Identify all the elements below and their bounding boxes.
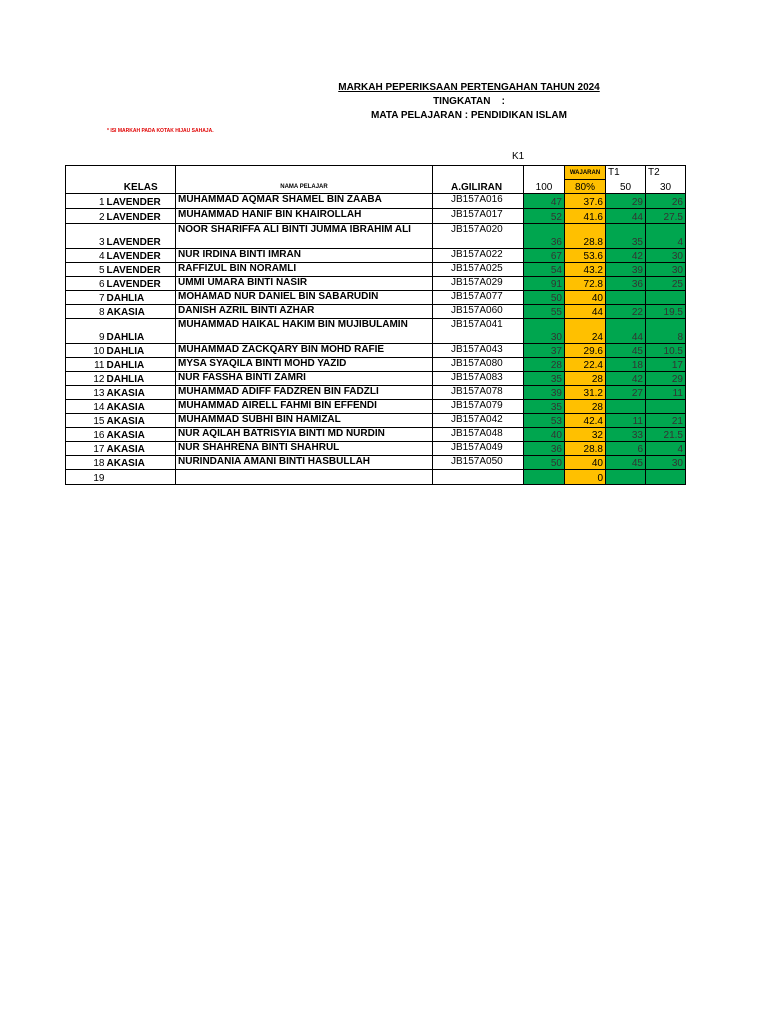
k1-mark-cell[interactable]: 39 <box>524 386 565 400</box>
nama-header: NAMA PELAJAR <box>176 180 433 194</box>
t1-mark-cell[interactable]: 11 <box>606 414 646 428</box>
k1-mark-cell[interactable]: 28 <box>524 358 565 372</box>
t2-mark-cell[interactable]: 21.5 <box>646 428 686 442</box>
subject-label: MATA PELAJARAN : PENDIDIKAN ISLAM <box>371 110 567 121</box>
table-row <box>66 358 686 372</box>
t1-mark-cell[interactable]: 33 <box>606 428 646 442</box>
nama-cell: MYSA SYAQILA BINTI MOHD YAZID <box>176 358 433 372</box>
k1-mark-cell[interactable]: 36 <box>524 442 565 456</box>
table-row <box>66 456 686 470</box>
row-number: 15 <box>66 414 107 428</box>
table-row <box>66 442 686 456</box>
table-row <box>66 372 686 386</box>
nama-cell: RAFFIZUL BIN NORAMLI <box>176 263 433 277</box>
giliran-cell: JB157A041 <box>433 319 524 344</box>
giliran-cell: JB157A050 <box>433 456 524 470</box>
sheet-title: MARKAH PEPERIKSAAN PERTENGAHAN TAHUN 2024 <box>338 82 600 93</box>
t1-header: T1 <box>606 166 646 180</box>
giliran-cell: JB157A049 <box>433 442 524 456</box>
t2-mark-cell[interactable] <box>646 400 686 414</box>
table-row <box>66 249 686 263</box>
nama-cell: NUR SHAHRENA BINTI SHAHRUL <box>176 442 433 456</box>
wajaran-cell: 41.6 <box>565 209 606 224</box>
t2-max: 30 <box>646 180 686 194</box>
table-row <box>66 400 686 414</box>
giliran-cell: JB157A025 <box>433 263 524 277</box>
nama-cell: MUHAMMAD HAIKAL HAKIM BIN MUJIBULAMIN <box>176 319 433 344</box>
giliran-cell: JB157A043 <box>433 344 524 358</box>
header-row-top <box>66 166 686 180</box>
kelas-cell: AKASIA <box>107 386 176 400</box>
table-row <box>66 224 686 249</box>
t1-mark-cell[interactable]: 29 <box>606 194 646 209</box>
table-row <box>66 305 686 319</box>
t1-mark-cell[interactable]: 6 <box>606 442 646 456</box>
instruction-note: * ISI MARKAH PADA KOTAK HIJAU SAHAJA. <box>107 128 214 134</box>
nama-cell <box>176 470 433 485</box>
k1-mark-cell[interactable]: 40 <box>524 428 565 442</box>
wajaran-cell: 37.6 <box>565 194 606 209</box>
nama-cell: MUHAMMAD SUBHI BIN HAMIZAL <box>176 414 433 428</box>
wajaran-cell: 40 <box>565 456 606 470</box>
table-row <box>66 428 686 442</box>
k1-mark-cell[interactable]: 30 <box>524 319 565 344</box>
nama-cell: UMMI UMARA BINTI NASIR <box>176 277 433 291</box>
row-number: 10 <box>66 344 107 358</box>
wajaran-cell: 31.2 <box>565 386 606 400</box>
row-number: 7 <box>66 291 107 305</box>
nama-cell: NUR AQILAH BATRISYIA BINTI MD NURDIN <box>176 428 433 442</box>
nama-cell: NURINDANIA AMANI BINTI HASBULLAH <box>176 456 433 470</box>
giliran-cell: JB157A020 <box>433 224 524 249</box>
t1-mark-cell[interactable]: 36 <box>606 277 646 291</box>
k1-mark-cell[interactable]: 50 <box>524 291 565 305</box>
kelas-cell: LAVENDER <box>107 263 176 277</box>
k1-mark-cell[interactable]: 53 <box>524 414 565 428</box>
t2-mark-cell[interactable]: 27.5 <box>646 209 686 224</box>
t2-mark-cell[interactable]: 21 <box>646 414 686 428</box>
nama-cell: NUR FASSHA BINTI ZAMRI <box>176 372 433 386</box>
t1-mark-cell[interactable]: 45 <box>606 456 646 470</box>
giliran-cell: JB157A060 <box>433 305 524 319</box>
wajaran-header: WAJARAN <box>565 166 606 180</box>
table-row <box>66 319 686 344</box>
giliran-cell: JB157A042 <box>433 414 524 428</box>
k1-mark-cell[interactable]: 50 <box>524 456 565 470</box>
t2-mark-cell[interactable] <box>646 291 686 305</box>
nama-cell: DANISH AZRIL BINTI AZHAR <box>176 305 433 319</box>
row-number: 19 <box>66 470 107 485</box>
kelas-cell: LAVENDER <box>107 194 176 209</box>
nama-cell: NOOR SHARIFFA ALI BINTI JUMMA IBRAHIM ALI <box>176 224 433 249</box>
row-number: 16 <box>66 428 107 442</box>
t2-mark-cell[interactable]: 19.5 <box>646 305 686 319</box>
kelas-cell: DAHLIA <box>107 319 176 344</box>
kelas-cell: LAVENDER <box>107 209 176 224</box>
t1-mark-cell[interactable]: 39 <box>606 263 646 277</box>
t2-mark-cell[interactable]: 25 <box>646 277 686 291</box>
t2-mark-cell[interactable]: 4 <box>646 224 686 249</box>
nama-cell: MUHAMMAD AQMAR SHAMEL BIN ZAABA <box>176 194 433 209</box>
t2-mark-cell[interactable]: 17 <box>646 358 686 372</box>
giliran-cell: JB157A080 <box>433 358 524 372</box>
wajaran-cell: 44 <box>565 305 606 319</box>
kelas-cell: DAHLIA <box>107 291 176 305</box>
giliran-header: A.GILIRAN <box>433 180 524 194</box>
t2-mark-cell[interactable]: 4 <box>646 442 686 456</box>
wajaran-cell: 72.8 <box>565 277 606 291</box>
row-number: 8 <box>66 305 107 319</box>
row-number: 3 <box>66 224 107 249</box>
wajaran-cell: 28 <box>565 400 606 414</box>
row-number: 11 <box>66 358 107 372</box>
t2-mark-cell[interactable]: 30 <box>646 263 686 277</box>
row-number: 13 <box>66 386 107 400</box>
k1-max: 100 <box>524 180 565 194</box>
t1-mark-cell[interactable]: 35 <box>606 224 646 249</box>
t2-header: T2 <box>646 166 686 180</box>
k1-mark-cell[interactable]: 91 <box>524 277 565 291</box>
table-row <box>66 470 686 485</box>
giliran-cell <box>433 470 524 485</box>
row-number: 9 <box>66 319 107 344</box>
row-number: 1 <box>66 194 107 209</box>
kelas-cell: DAHLIA <box>107 344 176 358</box>
k1-mark-cell[interactable]: 54 <box>524 263 565 277</box>
t1-mark-cell[interactable]: 44 <box>606 209 646 224</box>
k1-mark-cell[interactable]: 52 <box>524 209 565 224</box>
t2-mark-cell[interactable]: 30 <box>646 456 686 470</box>
k1-mark-cell[interactable]: 55 <box>524 305 565 319</box>
kelas-cell <box>107 470 176 485</box>
row-number: 5 <box>66 263 107 277</box>
table-row <box>66 344 686 358</box>
table-row <box>66 263 686 277</box>
table-row <box>66 277 686 291</box>
kelas-cell: AKASIA <box>107 400 176 414</box>
t1-mark-cell[interactable]: 42 <box>606 372 646 386</box>
table-row <box>66 209 686 224</box>
t1-mark-cell[interactable]: 45 <box>606 344 646 358</box>
t2-mark-cell[interactable]: 30 <box>646 249 686 263</box>
row-number: 6 <box>66 277 107 291</box>
giliran-cell: JB157A048 <box>433 428 524 442</box>
nama-cell: MUHAMMAD ZACKQARY BIN MOHD RAFIE <box>176 344 433 358</box>
nama-cell: MUHAMMAD HANIF BIN KHAIROLLAH <box>176 209 433 224</box>
giliran-cell: JB157A017 <box>433 209 524 224</box>
t1-mark-cell[interactable]: 22 <box>606 305 646 319</box>
row-number: 14 <box>66 400 107 414</box>
k1-mark-cell[interactable]: 35 <box>524 372 565 386</box>
wajaran-cell: 0 <box>565 470 606 485</box>
table-row <box>66 386 686 400</box>
kelas-cell: AKASIA <box>107 442 176 456</box>
giliran-cell: JB157A078 <box>433 386 524 400</box>
giliran-cell: JB157A083 <box>433 372 524 386</box>
t1-mark-cell[interactable]: 27 <box>606 386 646 400</box>
kelas-cell: DAHLIA <box>107 358 176 372</box>
t2-mark-cell[interactable]: 8 <box>646 319 686 344</box>
t2-mark-cell[interactable]: 10.5 <box>646 344 686 358</box>
table-row <box>66 414 686 428</box>
t1-max: 50 <box>606 180 646 194</box>
row-number: 4 <box>66 249 107 263</box>
kelas-cell: AKASIA <box>107 414 176 428</box>
table-row <box>66 194 686 209</box>
k1-mark-cell[interactable]: 37 <box>524 344 565 358</box>
wajaran-pct: 80% <box>565 180 606 194</box>
nama-cell: MUHAMMAD AIRELL FAHMI BIN EFFENDI <box>176 400 433 414</box>
wajaran-cell: 43.2 <box>565 263 606 277</box>
marks-table <box>65 165 686 485</box>
t1-mark-cell[interactable]: 44 <box>606 319 646 344</box>
t1-mark-cell[interactable] <box>606 470 646 485</box>
header-row-bottom <box>66 180 686 194</box>
wajaran-cell: 28 <box>565 372 606 386</box>
kelas-cell: LAVENDER <box>107 249 176 263</box>
t2-mark-cell[interactable]: 11 <box>646 386 686 400</box>
kelas-cell: AKASIA <box>107 428 176 442</box>
giliran-cell: JB157A022 <box>433 249 524 263</box>
t2-mark-cell[interactable] <box>646 470 686 485</box>
row-number: 18 <box>66 456 107 470</box>
k1-mark-cell[interactable]: 35 <box>524 400 565 414</box>
nama-cell: NUR IRDINA BINTI IMRAN <box>176 249 433 263</box>
kelas-cell: AKASIA <box>107 456 176 470</box>
wajaran-cell: 32 <box>565 428 606 442</box>
giliran-cell: JB157A016 <box>433 194 524 209</box>
kelas-cell: AKASIA <box>107 305 176 319</box>
k1-mark-cell[interactable] <box>524 470 565 485</box>
kelas-header: KELAS <box>107 180 176 194</box>
giliran-cell: JB157A079 <box>433 400 524 414</box>
wajaran-cell: 40 <box>565 291 606 305</box>
kelas-cell: LAVENDER <box>107 224 176 249</box>
giliran-cell: JB157A029 <box>433 277 524 291</box>
k1-mark-cell[interactable]: 47 <box>524 194 565 209</box>
table-row <box>66 291 686 305</box>
row-number: 12 <box>66 372 107 386</box>
wajaran-cell: 28.8 <box>565 224 606 249</box>
k1-mark-cell[interactable]: 67 <box>524 249 565 263</box>
k1-label: K1 <box>512 151 525 162</box>
t1-mark-cell[interactable]: 18 <box>606 358 646 372</box>
kelas-cell: DAHLIA <box>107 372 176 386</box>
wajaran-cell: 29.6 <box>565 344 606 358</box>
nama-cell: MUHAMMAD ADIFF FADZREN BIN FADZLI <box>176 386 433 400</box>
tingkatan-label: TINGKATAN : <box>433 96 505 107</box>
t1-mark-cell[interactable]: 42 <box>606 249 646 263</box>
wajaran-cell: 53.6 <box>565 249 606 263</box>
kelas-cell: LAVENDER <box>107 277 176 291</box>
t1-mark-cell[interactable] <box>606 400 646 414</box>
wajaran-cell: 42.4 <box>565 414 606 428</box>
row-number: 17 <box>66 442 107 456</box>
row-number: 2 <box>66 209 107 224</box>
wajaran-cell: 24 <box>565 319 606 344</box>
t2-mark-cell[interactable]: 26 <box>646 194 686 209</box>
wajaran-cell: 22.4 <box>565 358 606 372</box>
t1-mark-cell[interactable] <box>606 291 646 305</box>
wajaran-cell: 28.8 <box>565 442 606 456</box>
giliran-cell: JB157A077 <box>433 291 524 305</box>
t2-mark-cell[interactable]: 29 <box>646 372 686 386</box>
k1-mark-cell[interactable]: 36 <box>524 224 565 249</box>
nama-cell: MOHAMAD NUR DANIEL BIN SABARUDIN <box>176 291 433 305</box>
